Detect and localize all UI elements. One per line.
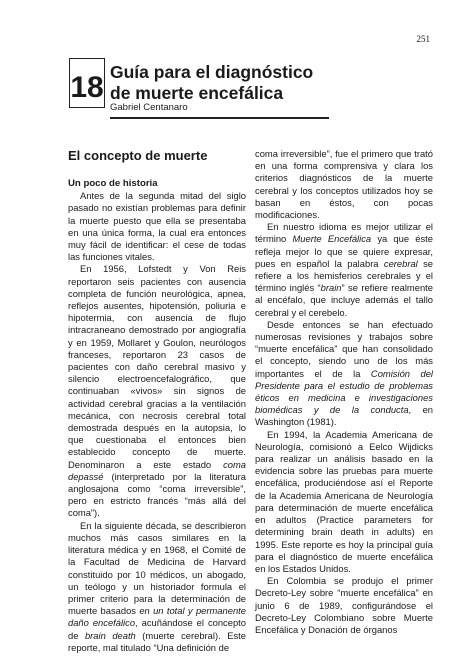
chapter-number: 18 — [70, 71, 104, 104]
page-number: 251 — [416, 34, 430, 44]
subsection-heading: Un poco de historia — [68, 178, 158, 189]
chapter-author: Gabriel Centanaro — [110, 102, 188, 113]
paragraph: En nuestro idioma es mejor utilizar el término Muerte Encefálica ya que éste refleja mejor lo que se quiere expresar, pues en español la palabra cerebral se refiere a los hemisferios cerebrales y el término inglés “brain” se refiere realmente al encéfalo, que incluye además el tallo cerebral y el cerebelo. — [255, 221, 433, 318]
chapter-title-line-1: Guía para el diagnóstico — [110, 62, 314, 82]
paragraph: En la siguiente década, se describieron muchos más casos similares en la literatura médica y en 1968, el Comité de la Facultad de Medicina de Harvard constituido por 10 médicos, un abogado, un teólogo y un historiador formula el primer criterio para la determinación de muerte basados en un total y permanente daño encefálico, acuñándose el concepto de brain death (muerte cerebral). Este reporte, mal titulado “Una definición de — [68, 519, 246, 653]
chapter-title-line-2: de muerte encefálica — [110, 83, 284, 103]
paragraph: Antes de la segunda mitad del siglo pasado no existían problemas para definir la muerte puesto que ella se presentaba en una única forma, la cual era entonces muy fácil de identificar: el cese de todas las funciones vitales. — [68, 190, 246, 263]
title-rule — [110, 117, 329, 119]
paragraph: En 1994, la Academia Americana de Neurología, comisionó a Eelco Wijdicks para realizar un análisis basado en la evidencia sobre las pruebas para muerte encefálica, produciéndose así el Reporte de la Academia Americana de Neurología para determinación de muerte encefálica en adultos (Practice parameters for determining brain death in adults) en 1995. Este reporte es hoy la principal guía para el diagnóstico de muerte encefálica en los Estados Unidos. — [255, 428, 433, 574]
section-heading: El concepto de muerte — [68, 148, 208, 163]
right-column — [255, 148, 433, 636]
paragraph: En 1956, Lofstedt y Von Reis reportaron seis pacientes con ausencia completa de función neurológica, apnea, reflejos ausentes, hipotensión, poliuria e hipotermia, con ausencia de flujo intracraneano demostrado por angiografía y en 1959, Mollaret y Goulon, neurólogos franceses, reportaron 23 casos de pacientes con daño cerebral masivo y silencio electroencefalográfico, que continuaban «vivos» sin signos de actividad cerebral gracias a la ventilación mecánica, con necrosis cerebral total demostrada después en la autopsia, lo que cuestionaba el entonces bien establecido concepto de muerte. Denominaron a este estado coma depassé (interpretado por la literatura anglosajona como “coma irreversible”, pero en estricto francés “más allá del coma”). — [68, 263, 246, 519]
chapter-number-box — [69, 58, 105, 108]
paragraph: Desde entonces se han efectuado numerosas revisiones y trabajos sobre “muerte encefálica” que han consolidado el concepto, siendo uno de los más importantes el de la Comisión del Presidente para el estudio de problemas éticos en medicina e investigaciones biomédicas y de la conducta, en Washington (1981). — [255, 318, 433, 428]
chapter-title — [110, 62, 340, 104]
paragraph: En Colombia se produjo el primer Decreto-Ley sobre “muerte encefálica” en junio 6 de 1989, configurándose el Decreto-Ley Colombiano sobre Muerte Encefálica y Donación de órganos — [255, 575, 433, 635]
paragraph: coma irreversible”, fue el primero que trató en una forma comprensiva y clara los criterios diagnósticos de la muerte cerebral y los conceptos utilizados hoy se basan en éstos, con pocas modificaciones. — [255, 148, 433, 221]
left-column — [68, 148, 246, 654]
